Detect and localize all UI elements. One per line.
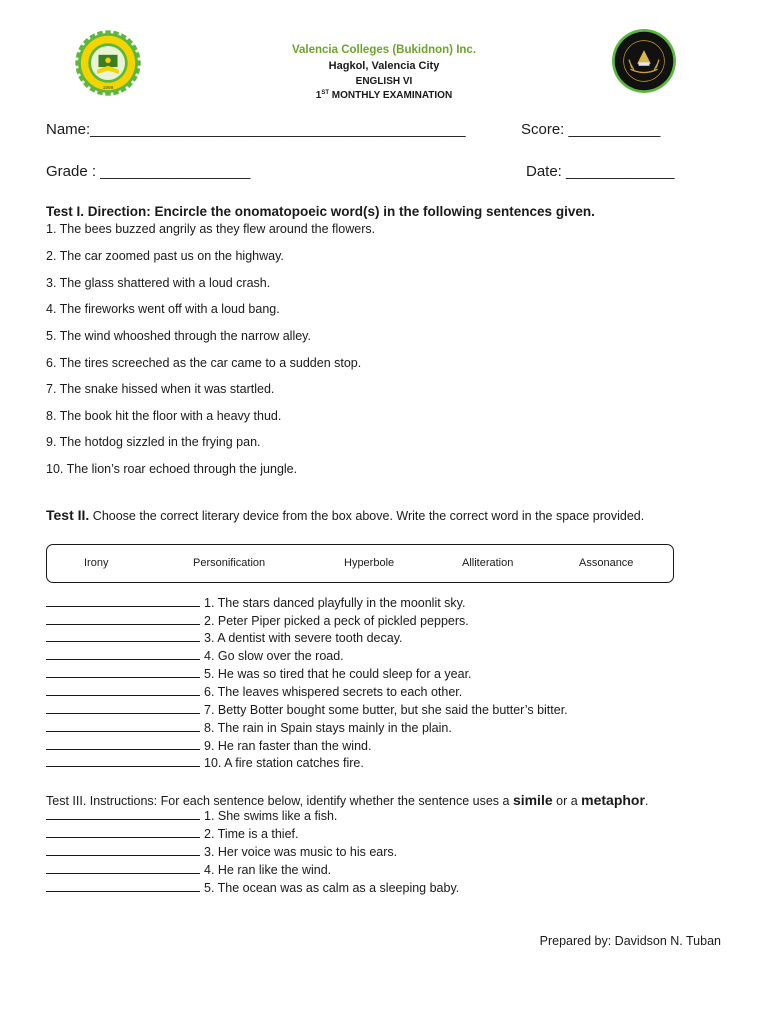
test2-item: 7. Betty Botter bought some butter, but she said the butter’s bitter.	[46, 703, 568, 717]
test1-item: 9. The hotdog sizzled in the frying pan.	[46, 435, 261, 449]
word-choice-box	[46, 544, 674, 583]
logo-gear-tooth	[105, 30, 110, 35]
choice-irony: Irony	[84, 557, 109, 569]
exam-title: 1ST MONTHLY EXAMINATION	[315, 90, 453, 101]
answer-blank[interactable]	[46, 881, 200, 892]
test1-item: 2. The car zoomed past us on the highway.	[46, 249, 284, 263]
prepared-by: Prepared by: Davidson N. Tuban	[539, 934, 721, 948]
answer-blank[interactable]	[46, 685, 200, 696]
test2-item: 4. Go slow over the road.	[46, 649, 344, 663]
test3-item: 2. Time is a thief.	[46, 827, 298, 841]
date-field[interactable]: Date: _____________	[526, 163, 675, 180]
svg-text:1999: 1999	[102, 85, 114, 91]
test2-item: 8. The rain in Spain stays mainly in the plain.	[46, 721, 452, 735]
test3-item: 4. He ran like the wind.	[46, 863, 331, 877]
document-header	[0, 0, 768, 110]
test3-item: 1. She swims like a fish.	[46, 809, 337, 823]
answer-blank[interactable]	[46, 631, 200, 642]
answer-blank[interactable]	[46, 614, 200, 625]
test3-instruction: Test III. Instructions: For each sentence below, identify whether the sentence uses a simile or a metaphor.	[46, 792, 649, 808]
department-seal-icon	[610, 27, 678, 95]
school-name: Valencia Colleges (Bukidnon) Inc.	[291, 44, 477, 56]
test1-heading: Test I. Direction: Encircle the onomatopoeic word(s) in the following sentences given.	[46, 204, 595, 219]
test2-item: 2. Peter Piper picked a peck of pickled peppers.	[46, 614, 469, 628]
subject-title: ENGLISH VI	[355, 76, 413, 87]
test1-item: 6. The tires screeched as the car came to a sudden stop.	[46, 356, 362, 370]
answer-blank[interactable]	[46, 596, 200, 607]
test1-item: 7. The snake hissed when it was startled.	[46, 382, 275, 396]
answer-blank[interactable]	[46, 845, 200, 856]
test1-item: 5. The wind whooshed through the narrow alley.	[46, 329, 311, 343]
test1-item: 4. The fireworks went off with a loud bang.	[46, 302, 280, 316]
test2-item: 9. He ran faster than the wind.	[46, 739, 371, 753]
choice-assonance: Assonance	[579, 557, 634, 569]
test2-item: 6. The leaves whispered secrets to each other.	[46, 685, 462, 699]
answer-blank[interactable]	[46, 703, 200, 714]
test1-item: 10. The lion’s roar echoed through the jungle.	[46, 462, 298, 476]
answer-blank[interactable]	[46, 827, 200, 838]
test2-item: 10. A fire station catches fire.	[46, 756, 364, 770]
test3-item: 5. The ocean was as calm as a sleeping baby.	[46, 881, 459, 895]
answer-blank[interactable]	[46, 667, 200, 678]
grade-field[interactable]: Grade : __________________	[46, 163, 251, 180]
school-address: Hagkol, Valencia City	[328, 60, 440, 72]
choice-hyperbole: Hyperbole	[344, 557, 395, 569]
test2-item: 5. He was so tired that he could sleep for a year.	[46, 667, 472, 681]
answer-blank[interactable]	[46, 721, 200, 732]
test2-item: 3. A dentist with severe tooth decay.	[46, 631, 403, 645]
name-field[interactable]: Name:_____________________________________________	[46, 121, 466, 138]
answer-blank[interactable]	[46, 756, 200, 767]
choice-personification: Personification	[193, 557, 266, 569]
score-field[interactable]: Score: ___________	[521, 121, 661, 138]
test1-item: 3. The glass shattered with a loud crash.	[46, 276, 271, 290]
test2-item: 1. The stars danced playfully in the moonlit sky.	[46, 596, 465, 610]
choice-alliteration: Alliteration	[462, 557, 514, 569]
test1-item: 1. The bees buzzed angrily as they flew around the flowers.	[46, 222, 376, 236]
answer-blank[interactable]	[46, 809, 200, 820]
answer-blank[interactable]	[46, 649, 200, 660]
test3-item: 3. Her voice was music to his ears.	[46, 845, 397, 859]
test2-instruction: Test II. Choose the correct literary device from the box above. Write the correct word in the space provided.	[46, 507, 645, 523]
answer-blank[interactable]	[46, 739, 200, 750]
test1-item: 8. The book hit the floor with a heavy thud.	[46, 409, 282, 423]
answer-blank[interactable]	[46, 863, 200, 874]
